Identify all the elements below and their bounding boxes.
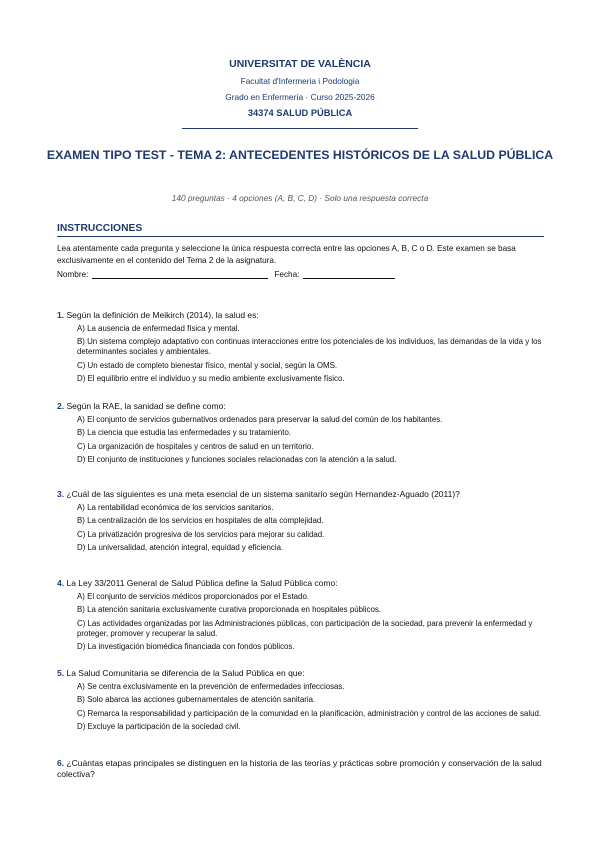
- degree-line: Grado en Enfermería · Curso 2025-2026: [225, 92, 375, 102]
- question-3: [57, 489, 545, 557]
- option-d[interactable]: D) El equilibrio entre el individuo y su medio ambiente exclusivamente físico.: [77, 374, 345, 384]
- question-number: 2.: [57, 401, 65, 411]
- option-d[interactable]: D) El conjunto de instituciones y funciones sociales relacionadas con la atención a la salud.: [77, 455, 397, 465]
- option-d[interactable]: D) Excluye la participación de la sociedad civil.: [77, 722, 241, 732]
- option-list: [77, 503, 545, 553]
- question-number: 6.: [57, 758, 65, 768]
- question-stem: [57, 401, 545, 412]
- instructions-divider: [57, 236, 544, 237]
- option-a[interactable]: A) La rentabilidad económica de los servicios sanitarios.: [77, 503, 274, 512]
- question-4: [57, 578, 545, 656]
- option-b[interactable]: B) La centralización de los servicios en hospitales de alta complejidad.: [77, 516, 324, 526]
- question-stem: [57, 310, 545, 321]
- question-stem: [57, 758, 545, 780]
- exam-subtitle: 140 preguntas · 4 opciones (A, B, C, D) · Solo una respuesta correcta: [171, 193, 429, 203]
- instructions-text: Lea atentamente cada pregunta y seleccione la única respuesta correcta entre las opciones A, B, C o D. Este examen se basa exclusivamente en el contenido del Tema 2 de la asignatura.: [57, 244, 516, 265]
- option-c[interactable]: C) Las actividades organizadas por las Administraciones públicas, con participación de la sociedad, para prevenir la enfermedad y proteger, promover y recuperar la salud.: [77, 618, 533, 638]
- question-text: Según la RAE, la sanidad se define como:: [66, 401, 226, 411]
- option-c[interactable]: C) Remarca la responsabilidad y participación de la comunidad en la planificación, administración y control de las acciones de salud.: [77, 708, 542, 718]
- option-list: [77, 592, 545, 652]
- university-name: UNIVERSITAT DE VALÈNCIA: [229, 58, 371, 70]
- question-2: [57, 401, 545, 469]
- subject-title: 34374 SALUD PÚBLICA: [247, 108, 353, 118]
- question-stem: [57, 489, 545, 500]
- instructions-heading: INSTRUCCIONES: [57, 223, 143, 234]
- option-a[interactable]: A) El conjunto de servicios gubernativos ordenados para preservar la salud del común de los habitantes.: [77, 415, 443, 424]
- question-stem: [57, 578, 545, 589]
- option-list: [77, 415, 545, 465]
- option-b[interactable]: B) Un sistema complejo adaptativo con continuas interacciones entre los potenciales de los individuos, las demandas de la vida y los determinantes sociales y ambientales.: [77, 337, 542, 357]
- option-a[interactable]: A) Se centra exclusivamente en la prevención de enfermedades infecciosas.: [77, 682, 345, 691]
- question-text: La Salud Comunitaria se diferencia de la Salud Pública en que:: [66, 668, 305, 678]
- option-c[interactable]: C) La organización de hospitales y centros de salud en un territorio.: [77, 441, 314, 451]
- question-text: ¿Cuál de las siguientes es una meta esencial de un sistema sanitario según Hernandez-Aguado (2011)?: [66, 489, 460, 499]
- option-a[interactable]: A) El conjunto de servicios médicos proporcionados por el Estado.: [77, 592, 310, 601]
- question-number: 3.: [57, 489, 65, 499]
- question-stem: [57, 668, 545, 679]
- option-b[interactable]: B) Solo abarca las acciones gubernamentales de atención sanitaria.: [77, 695, 316, 705]
- question-text: Según la definición de Meikirch (2014), la salud es:: [66, 310, 259, 320]
- question-6: [57, 758, 545, 780]
- option-b[interactable]: B) La atención sanitaria exclusivamente curativa proporcionada en hospitales públicos.: [77, 605, 381, 615]
- date-label: Fecha:: [274, 270, 300, 279]
- option-list: [77, 324, 545, 384]
- question-5: [57, 668, 545, 736]
- question-number: 5.: [57, 668, 65, 678]
- question-text: La Ley 33/2011 General de Salud Pública define la Salud Pública como:: [66, 578, 338, 588]
- question-1: [57, 310, 545, 388]
- faculty-name: Facultat d'Infermeria i Podologia: [240, 76, 360, 86]
- question-text: ¿Cuántas etapas principales se distinguen en la historia de las teorías y prácticas sobre promoción y conservación de la salud colectiva?: [57, 758, 542, 779]
- option-c[interactable]: C) La privatización progresiva de los servicios para mejorar su calidad.: [77, 529, 325, 539]
- student-info-row: [57, 269, 401, 279]
- date-blank-line[interactable]: [303, 269, 395, 279]
- header-divider: [182, 128, 418, 129]
- name-label: Nombre:: [57, 270, 89, 279]
- option-list: [77, 682, 545, 732]
- option-a[interactable]: A) La ausencia de enfermedad física y mental.: [77, 324, 240, 333]
- option-b[interactable]: B) La ciencia que estudia las enfermedades y su tratamiento.: [77, 428, 292, 438]
- question-number: 4.: [57, 578, 65, 588]
- exam-title: EXAMEN TIPO TEST - TEMA 2: ANTECEDENTES HISTÓRICOS DE LA SALUD PÚBLICA: [46, 148, 554, 162]
- option-c[interactable]: C) Un estado de completo bienestar físico, mental y social, según la OMS.: [77, 360, 338, 370]
- option-d[interactable]: D) La universalidad, atención integral, equidad y eficiencia.: [77, 543, 284, 553]
- question-number: 1.: [57, 310, 65, 320]
- name-blank-line[interactable]: [92, 269, 268, 279]
- option-d[interactable]: D) La investigación biomédica financiada con fondos públicos.: [77, 642, 295, 652]
